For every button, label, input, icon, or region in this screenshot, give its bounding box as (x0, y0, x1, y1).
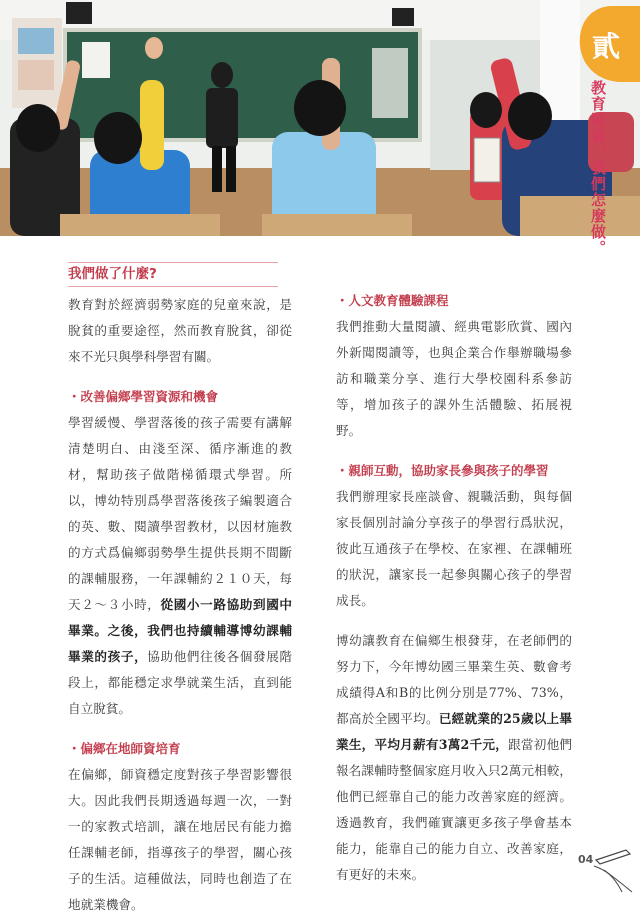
heading-rule-bottom (68, 286, 278, 287)
left-column (68, 292, 292, 918)
subheading-parents: ・親師互動，協助家長參與孩子的學習 (336, 463, 549, 478)
humanities-paragraph: 我們推動大量閱讀、經典電影欣賞、國內外新聞閱讀等，也與企業合作舉辦職場參訪和職業分享、進行大學校園科系參訪等，增加孩子的課外生活體驗、拓展視野。 (336, 319, 572, 438)
parents-paragraph: 我們辦理家長座談會、親職活動，與每個家長個別討論分享孩子的學習行爲狀況，彼此互通孩子在學校、在家裡、在課輔班的狀況，讓家長一起參與關心孩子的學習成長。 (336, 489, 572, 608)
teachers-paragraph: 在偏鄉，師資穩定度對孩子學習影響很大。因此我們長期透過每週一次，一對一的家教式培訓，讓在地居民有能力擔任課輔老師，指導孩子的學習，關心孩子的生活。這種做法，同時也創造了在地就業機會。 (68, 767, 292, 912)
section-heading: 我們做了什麼? (68, 266, 157, 282)
right-column (336, 288, 572, 888)
chapter-tab (576, 4, 640, 84)
intro-paragraph: 教育對於經濟弱勢家庭的兒童來說，是脫貧的重要途徑，然而教育脫貧，卻從來不光只與學科學習有關。 (68, 297, 292, 364)
chapter-title: 教育脫貧，我們怎麼做。 (589, 80, 607, 256)
subheading-resources: ・改善偏鄉學習資源和機會 (68, 389, 219, 404)
heading-rule-top (68, 262, 278, 263)
resources-paragraph: 學習緩慢、學習落後的孩子需要有講解清楚明白、由淺至深、循序漸進的教材，幫助孩子做階梯循環式學習。所以，博幼特別爲學習落後孩子編製適合的英、數、閱讀學習教材，以因材施教的方式爲偏鄉弱勢學生提供長期不間斷的課輔服務，一年課輔約２１０天，每天２～３小時，從國小一路協助到國中畢業。之後，我們也持續輔導博幼課輔畢業的孩子，協助他們往後各個發展階段上，都能穩定求學就業生活，直到能自立脫貧。 (68, 415, 293, 716)
classroom-photo (0, 0, 640, 236)
chapter-number: 貳 (591, 30, 621, 63)
page-number: 04 (578, 853, 594, 866)
subheading-teachers: ・偏鄉在地師資培育 (68, 741, 181, 756)
closing-paragraph: 博幼讓教育在偏鄉生根發芽，在老師們的努力下，今年博幼國三畢業生英、數會考成績得A和B的比例分別是77%、73%，都高於全國平均。已經就業的25歲以上畢業生，平均月薪有3萬2千元，跟當初他們報名課輔時整個家庭月收入只2萬元相較，他們已經靠自己的能力改善家庭的經濟。透過教育，我們確實讓更多孩子學會基本能力，能靠自己的能力自立、改善家庭，有更好的未來。 (336, 633, 573, 882)
subheading-humanities: ・人文教育體驗課程 (336, 293, 449, 308)
pen-icon (592, 846, 636, 894)
